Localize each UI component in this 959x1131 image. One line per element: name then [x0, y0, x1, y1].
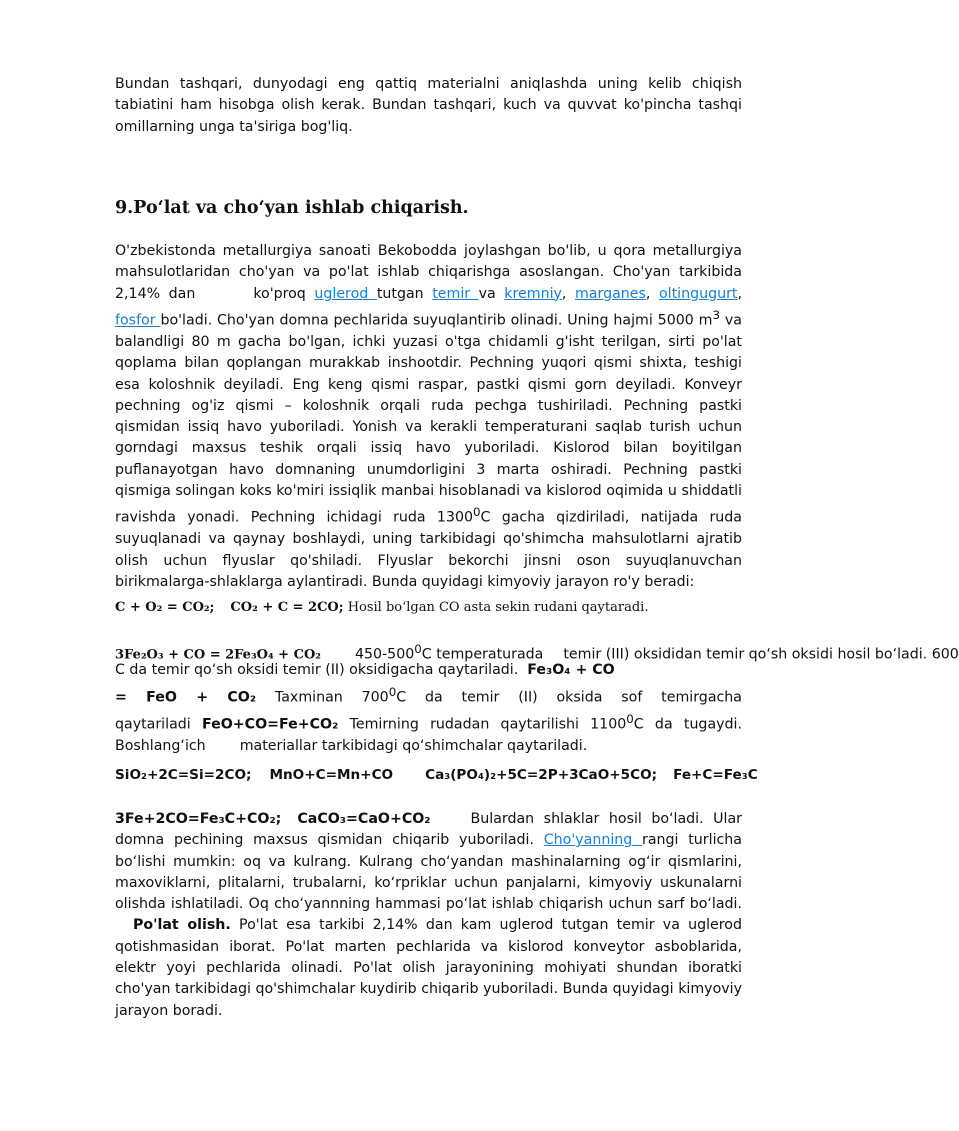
link-marganes[interactable]: marganes	[574, 285, 646, 302]
reaction: MnO+C=Mn+CO	[269, 767, 394, 783]
text-line	[115, 736, 742, 757]
text-line	[115, 660, 742, 681]
text-run: C gacha qizdiriladi, natijada ruda suyuqlanadi va qaynay boshlaydi, uning tarkibidagi qo'shimcha mahsulotlarni ajratib olish uchun flyuslar qo'shiladi. Flyuslar bekorchi jinsni oson suyuqlanuvchan birikmalarga-shlaklarga aylantiradi. Bunda quyidagi kimyoviy jarayon ro'y beradi:	[115, 510, 742, 590]
superscript: 3	[712, 307, 721, 322]
paragraph-reduction-flow	[115, 639, 742, 757]
text-run: Po'lat esa tarkibi 2,14% dan kam uglerod tutgan temir va uglerod qotishmasidan iborat. Po'lat marten pechlarida va kislorod konveytor asboblarida, elektr yoyi pechlarida olinadi. Po'lat olish jarayonining mohiyati shundan iboratki cho'yan tarkibidagi qo'shimchalar kuydirib chiqarib yuboriladi. Bunda quyidagi kimyoviy jarayon boradi.	[115, 917, 742, 1019]
text-run: C da temir qo‘sh oksidi temir (II) oksidigacha qaytariladi.	[115, 662, 519, 679]
equation-note: Hosil bo‘lgan CO asta sekin rudani qaytaradi.	[347, 600, 649, 615]
text-run: rangi turlicha bo‘lishi mumkin: oq va kulrang. Kulrang cho‘yandan mashinalarning og‘ir qismlarini, maxoviklarni, plitalarni, trubalarni, ko‘rpriklar uchun panjalarni, kimyoviy uskunalarni olishda ishlatiladi. Oq cho‘yannning hammasi po‘lat ishlab chiqarish uchun sarf bo‘ladi.	[115, 832, 742, 913]
paragraph-metallurgy: O'zbekistonda metallurgiya sanoati Bekobodda joylashgan bo'lib, u qora metallurgiya mahsulotlaridan cho'yan va po'lat ishlab chiqarishga asoslangan. Cho'yan tarkibida 2,14% dan ko'proq uglerod tutgan temir va kremniy, marganes, oltingugurt, fosfor bo'ladi. Cho'yan domna pechlarida suyuqlantirib olinadi. Uning hajmi 5000 $m^3$ va balandligi 80 m gacha bo'lgan, ichki yuzasi o'tga chidamli g'isht terilgan, sirti po'lat qoplama bilan qoplangan murakkab inshootdir. Pechning yuqori qismi shixta, teshigi esa koloshnik deyiladi. Eng keng qismi raspar, pastki qismi gorn deyiladi. Konveyr pechning og'iz qismi – koloshnik orqali ruda pechga tushiriladi. Pechning pastki qismidan issiq havo yuboriladi. Yonish va kerakli temperaturani saqlab turish uchun gorndagi maxsus teshik orqali issiq havo yuboriladi. Kislorod bilan boyitilgan puflanayotgan havo domnaning unumdorligini 3 marta oshiradi. Pechning pastki qismiga solingan koks ko'miri issiqlik manbai hisoblanadi va kislorod oqimida u shiddatli ravishda yonadi. Pechning ichidagi ruda 1300$^0$C gacha qizdiriladi, natijada ruda suyuqlanadi va qaynay boshlaydi, uning tarkibidagi qo'shimcha mahsulotlarni ajratib olish uchun flyuslar qo'shiladi. Flyuslar bekorchi jinsni oson suyuqlanuvchan birikmalarga-shlaklarga aylantiradi. Bunda quyidagi kimyoviy jarayon ro'y beradi:	[115, 243, 743, 590]
reaction: = FeO + CO₂	[115, 689, 257, 706]
text-run: temir (III) oksididan temir qo‘sh oksidi hosil bo‘ladi. 600	[563, 646, 959, 663]
reaction: 3Fe₂O₃ + CO = 2Fe₃O₄ + CO₂	[115, 647, 321, 663]
reaction: FeO+CO=Fe+CO₂	[201, 716, 339, 733]
text-run: qaytariladi	[115, 716, 191, 733]
reaction: CO₂ + C = 2CO;	[230, 600, 344, 615]
link-kremniy[interactable]: kremniy	[504, 285, 562, 302]
text-run: Bulardan shlaklar hosil bo‘ladi. Ular domna pechining maxsus qismidan chiqarib yuboriladi.	[115, 811, 742, 849]
text-run: va balandligi 80 m gacha bo'lgan, ichki yuzasi o'tga chidamli g'isht terilgan, sirti po'lat qoplama bilan qoplangan murakkab inshootdir. Pechning yuqori qismi shixta, teshigi esa koloshnik deyiladi. Eng keng qismi raspar, pastki qismi gorn deyiladi. Konveyr pechning og'iz qismi – koloshnik orqali ruda pechga tushiriladi. Pechning pastki qismidan issiq havo yuboriladi. Yonish va kerakli temperaturani saqlab turish uchun gorndagi maxsus teshik orqali issiq havo yuboriladi. Kislorod bilan boyitilgan puflanayotgan havo domnaning unumdorligini 3 marta oshiradi. Pechning pastki qismiga solingan koks ko'miri issiqlik manbai hisoblanadi va kislorod oqimida u shiddatli ravishda yonadi. Pechning ichidagi ruda 1300	[115, 312, 743, 527]
text-run: ko'proq	[253, 285, 306, 302]
paragraph-cast-iron-steel	[115, 809, 742, 1022]
text-run: tutgan	[376, 285, 424, 302]
equation-line-1	[115, 597, 742, 618]
superscript: 0	[414, 642, 422, 656]
link-uglerod[interactable]: uglerod	[314, 285, 377, 302]
bold-term: Po'lat olish.	[133, 917, 231, 934]
text-run: O'zbekistonda metallurgiya sanoati Bekobodda joylashgan bo'lib, u qora metallurgiya mahsulotlaridan cho'yan va po'lat ishlab chiqarishga asoslangan. Cho'yan tarkibida 2,14% dan	[115, 243, 742, 302]
intro-paragraph: Bundan tashqari, dunyodagi eng qattiq materialni aniqlashda uning kelib chiqish tabiatini ham hisobga olish kerak. Bundan tashqari, kuch va quvvat ko'pincha tashqi omillarning unga ta'siriga bog'liq.	[115, 76, 742, 135]
text-run: Temirning rudadan qaytarilishi 1100	[349, 716, 627, 733]
text-run: Taxminan 700	[274, 689, 389, 706]
superscript: 0	[473, 505, 481, 520]
link-choyanning[interactable]: Cho'yanning	[543, 832, 643, 849]
text-run: va	[478, 285, 496, 302]
text-line	[115, 682, 742, 709]
text-run: bo'ladi. Cho'yan domna pechlarida suyuqlantirib olinadi. Uning hajmi 5000 m	[160, 312, 713, 329]
text-line	[115, 709, 742, 736]
text-run: C temperaturada	[421, 646, 544, 663]
reaction: 3Fe+2CO=Fe₃C+CO₂;	[115, 811, 282, 827]
link-fosfor[interactable]: fosfor	[115, 312, 161, 329]
section-heading: 9.Po‘lat va cho‘yan ishlab chiqarish.	[115, 198, 469, 218]
equation-line-2	[115, 765, 758, 786]
text-run: C da temir (II) oksida sof temirgacha	[396, 689, 742, 706]
text-run: materiallar tarkibidagi qo‘shimchalar qaytariladi.	[239, 737, 588, 754]
reaction: Ca₃(PO₄)₂+5C=2P+3CaO+5CO;	[425, 767, 658, 783]
link-temir[interactable]: temir	[432, 285, 479, 302]
text-run: 450-500	[354, 646, 415, 663]
reaction: C + O₂ = CO₂;	[115, 600, 215, 615]
text-run: Boshlang‘ich	[115, 737, 206, 754]
reaction: SiO₂+2C=Si=2CO;	[115, 767, 252, 783]
text-run: C da tugaydi.	[633, 716, 742, 733]
reaction: Fe+C=Fe₃C	[673, 767, 758, 783]
superscript: 0	[388, 684, 397, 699]
reaction: Fe₃O₄ + CO	[527, 662, 615, 679]
reaction: CaCO₃=CaO+CO₂	[297, 811, 431, 827]
superscript: 0	[626, 711, 634, 726]
link-oltingugurt[interactable]: oltingugurt	[658, 285, 738, 302]
